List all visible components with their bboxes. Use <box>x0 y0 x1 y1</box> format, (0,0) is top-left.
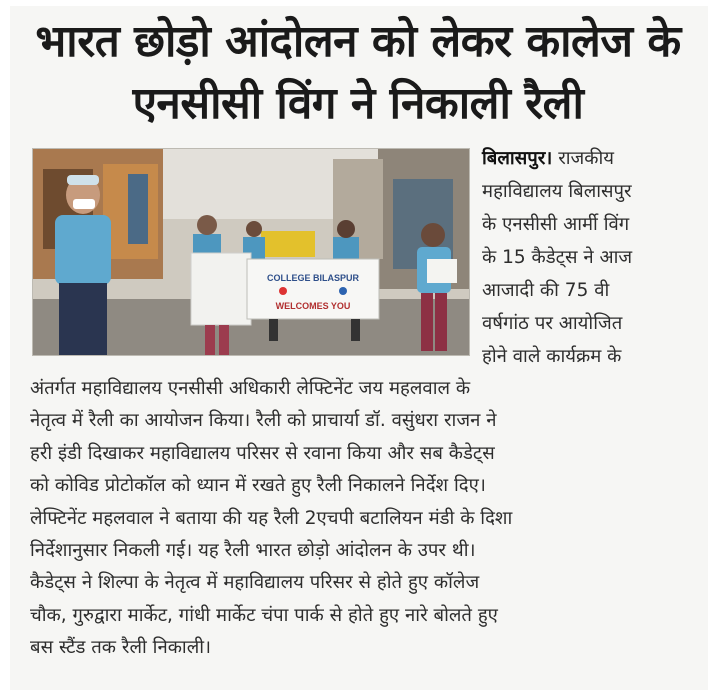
body-line: अंतर्गत महाविद्यालय एनसीसी अधिकारी लेफ्टिनेंट जय महलवाल के <box>30 378 471 399</box>
banner-text-2: WELCOMES YOU <box>275 301 351 311</box>
article-body <box>30 373 692 665</box>
body-line: कैडेट्स ने शिल्पा के नेतृत्व में महाविद्यालय परिसर से होते हुए कॉलेज <box>30 572 480 594</box>
side-line: आजादी की 75 वी <box>482 280 610 301</box>
text-line <box>482 142 694 175</box>
side-column-text <box>482 142 694 373</box>
body-line: को कोविड प्रोटोकॉल को ध्यान में रखते हुए रैली निकालने निर्देश दिए। <box>30 475 486 497</box>
body-line: निर्देशानुसार निकली गई। यह रैली भारत छोड़ो आंदोलन के उपर थी। <box>30 540 476 562</box>
dateline: बिलासपुर। <box>482 148 553 169</box>
rally-photo <box>32 148 470 356</box>
body-line: लेफ्टिनेंट महलवाल ने बताया की यह रैली 2एचपी बटालियन मंडी के दिशा <box>30 507 513 529</box>
side-line: राजकीय <box>558 148 615 169</box>
body-line: बस स्टैंड तक रैली निकाली। <box>30 637 212 659</box>
side-line: के एनसीसी आर्मी विंग <box>482 214 630 235</box>
headline-line-2: एनसीसी विंग ने निकाली रैली <box>132 78 584 129</box>
body-line: चौक, गुरुद्वारा मार्केट, गांधी मार्केट चंपा पार्क से होते हुए नारे बोलते हुए <box>30 604 498 626</box>
side-line: होने वाले कार्यक्रम के <box>482 346 622 367</box>
banner-text-1: COLLEGE BILASPUR <box>266 273 360 283</box>
headline-line-1: भारत छोड़ो आंदोलन को लेकर कालेज के <box>35 16 681 67</box>
body-line: नेतृत्व में रैली का आयोजन किया। रैली को प्राचार्या डॉ. वसुंधरा राजन ने <box>30 410 497 432</box>
side-line: महाविद्यालय बिलासपुर <box>482 181 632 202</box>
body-line: हरी इंडी दिखाकर महाविद्यालय परिसर से रवाना किया और सब कैडेट्स <box>30 442 495 464</box>
side-line: के 15 कैडेट्स ने आज <box>482 247 633 268</box>
side-line: वर्षगांठ पर आयोजित <box>482 313 623 334</box>
